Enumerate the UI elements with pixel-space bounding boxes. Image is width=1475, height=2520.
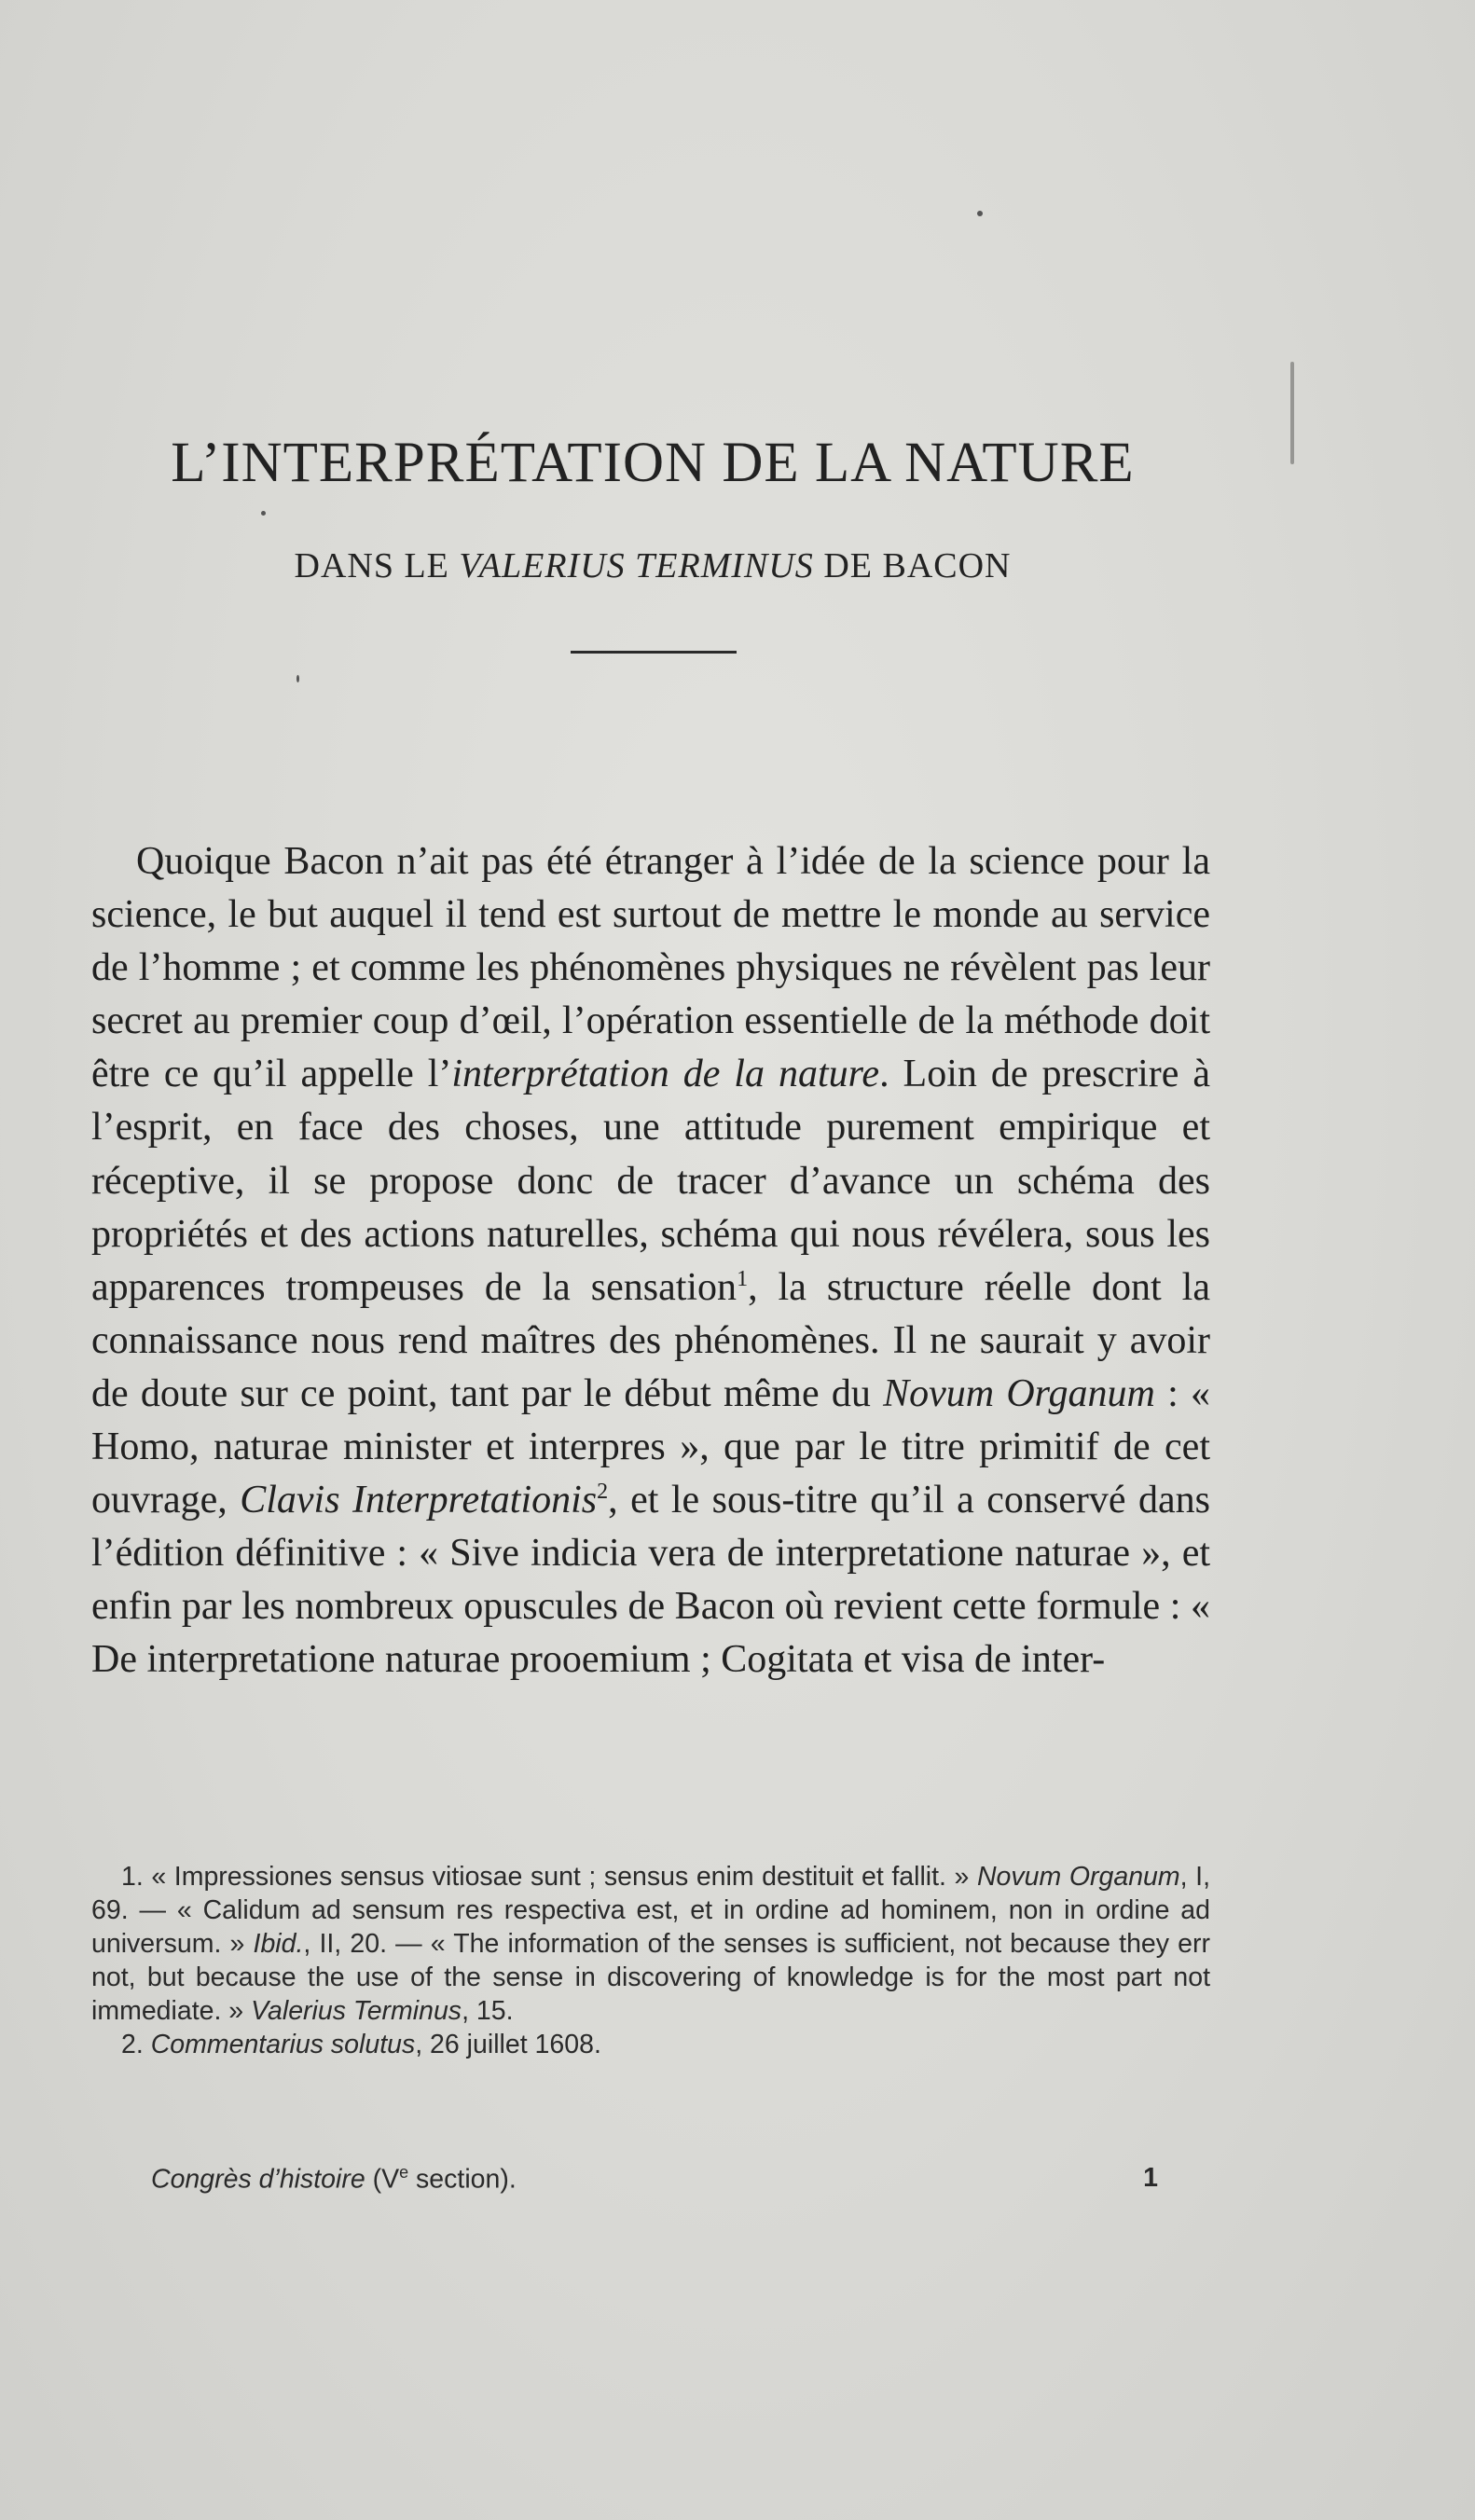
- subtitle-work-title: VALERIUS TERMINUS: [459, 546, 814, 585]
- footer-source: Congrès d’histoire: [151, 2164, 365, 2195]
- footnote-italic: Valerius Terminus: [251, 1996, 462, 2026]
- footnote-text: , 15.: [462, 1996, 514, 2026]
- footnote-italic: Ibid.: [253, 1929, 304, 1959]
- title-divider-rule: [571, 651, 737, 654]
- body-text-segment: , la structure réelle dont la connaissance nous rend maîtres des phénomènes. Il ne saurait y avoir de doute sur ce point, tant par le début même du: [91, 1265, 1210, 1415]
- body-paragraph: [91, 835, 1210, 1687]
- paper-speck: [261, 511, 266, 516]
- body-text-segment: : « Homo, naturae minister et interpres », que par le titre primitif de cet ouvrage,: [91, 1371, 1210, 1522]
- footnote-reference-2[interactable]: 2: [597, 1480, 609, 1505]
- footnote-text: 1. « Impressiones sensus vitiosae sunt ; sensus enim destituit et fallit. »: [121, 1862, 977, 1892]
- footnote-text: , 26 juillet 1608.: [415, 2030, 601, 2059]
- body-text-segment: . Loin de prescrire à l’esprit, en face des choses, une attitude purement empirique et réceptive, il se propose donc de tracer d’avance un schéma des propriétés et des actions naturelles, schéma qui nous révélera, sous les apparences trompeuses de la sensation: [91, 1053, 1210, 1309]
- footnote-text: 2.: [121, 2030, 151, 2059]
- page-number: 1: [1143, 2163, 1158, 2193]
- footnote-1: [91, 1860, 1210, 2028]
- footnote-text: , I, 69. — « Calidum ad sensum res respectiva est, et in ordine ad hominem, non in ordine ad universum. »: [91, 1862, 1210, 1959]
- footnote-text: , II, 20. — « The information of the senses is sufficient, not because they err not, but because the use of the sense in discovering of knowledge is for the most part not immediate. »: [91, 1929, 1210, 2026]
- footer-source-rest: (V: [365, 2164, 400, 2195]
- paper-speck: [977, 211, 983, 216]
- body-text-segment: , et le sous-titre qu’il a conservé dans l’édition définitive : « Sive indicia vera de interpretatione naturae », et enfin par les nombreux opuscules de Bacon où revient cette formule : « De interpretatione naturae prooemium ; Cogitata et visa de inter-: [91, 1479, 1210, 1682]
- page-title: L’INTERPRÉTATION DE LA NATURE: [171, 432, 1135, 494]
- body-text-segment: Quoique Bacon n’ait pas été étranger à l’idée de la science pour la science, le but auquel il tend est surtout de mettre le monde au service de l’homme ; et comme les phénomènes physiques ne révèlent pas leur secret au premier coup d’œil, l’opération essentielle de la méthode doit être ce qu’il appelle: [91, 840, 1210, 1096]
- body-text-segment: l’: [427, 1053, 452, 1096]
- footnote-reference-1[interactable]: 1: [737, 1266, 749, 1291]
- page-footer: [151, 2163, 1158, 2196]
- footer-superscript: e: [399, 2163, 409, 2182]
- page-subtitle: [0, 545, 1305, 586]
- footnote-italic: Novum Organum: [976, 1862, 1180, 1892]
- paper-speck: [296, 675, 299, 682]
- body-italic-title: Novum Organum: [883, 1371, 1155, 1415]
- footnotes: [91, 1860, 1210, 2061]
- footnote-2: [91, 2028, 1210, 2061]
- subtitle-suffix: DE BACON: [813, 546, 1012, 585]
- footnote-italic: Commentarius solutus: [150, 2030, 416, 2059]
- body-italic-title: Clavis Interpretationis: [240, 1479, 598, 1522]
- subtitle-prefix: DANS LE: [294, 546, 460, 585]
- body-italic-term: interprétation de la nature: [451, 1053, 880, 1096]
- footer-source-end: section).: [408, 2164, 517, 2195]
